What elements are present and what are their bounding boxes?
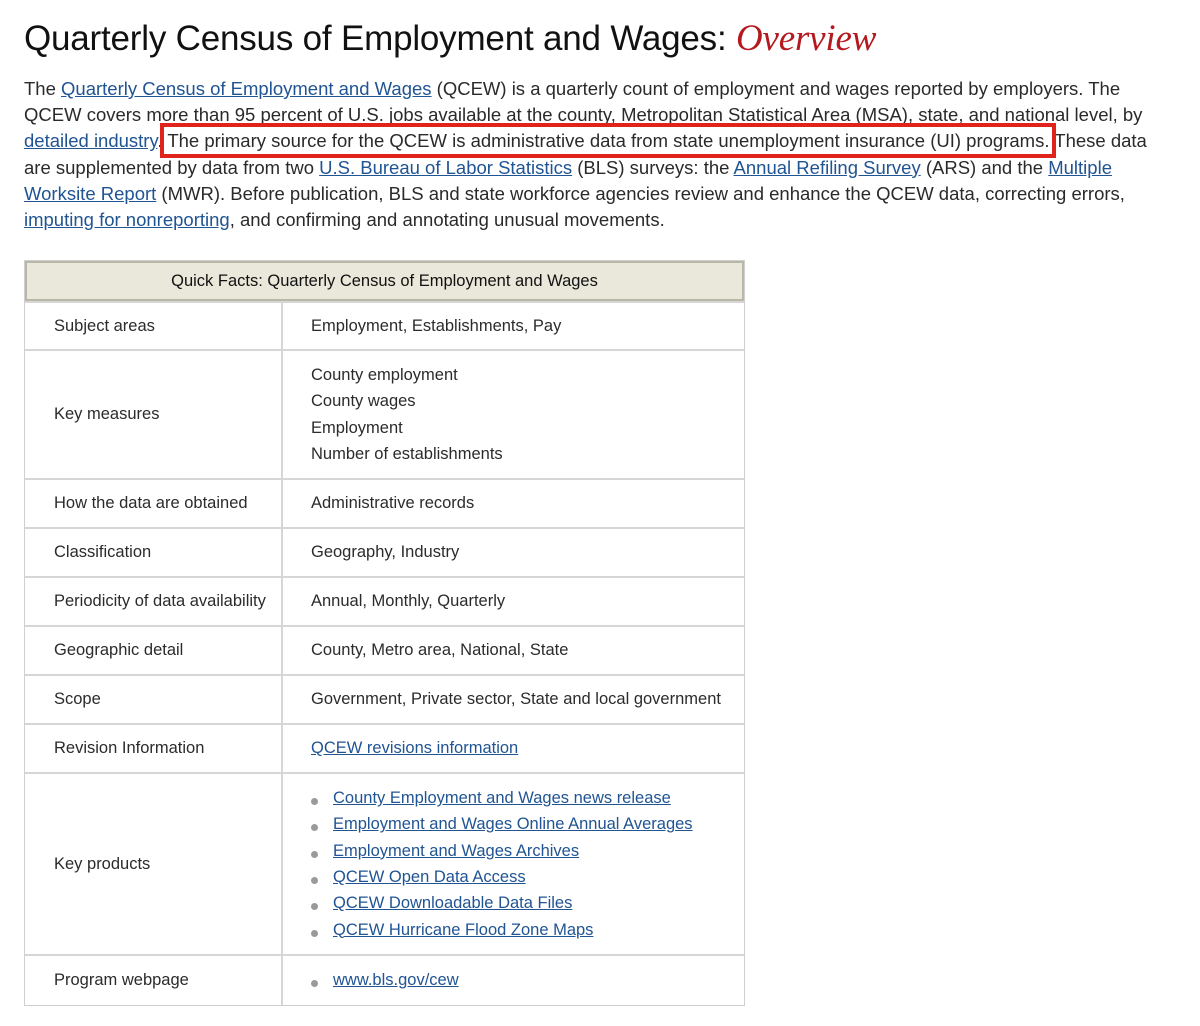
- row-value: [283, 303, 744, 349]
- table-row: [25, 576, 744, 625]
- row-label: Key products: [25, 774, 283, 954]
- intro-text: (BLS) surveys: the: [572, 156, 734, 178]
- table-row: [25, 772, 744, 954]
- product-link[interactable]: County Employment and Wages news release: [333, 789, 671, 808]
- highlighted-sentence: The primary source for the QCEW is administrative data from state unemployment insurance (UI) programs.: [167, 130, 1050, 152]
- product-link[interactable]: QCEW Hurricane Flood Zone Maps: [333, 920, 594, 939]
- quick-facts-header: Quick Facts: Quarterly Census of Employment and Wages: [25, 261, 744, 301]
- row-value: [283, 774, 744, 954]
- row-label: Classification: [25, 529, 283, 576]
- intro-text: , and confirming and annotating unusual movements.: [229, 209, 665, 231]
- list-item: [311, 864, 744, 890]
- program-webpage-link[interactable]: www.bls.gov/cew: [333, 971, 459, 990]
- list-item: [311, 890, 744, 916]
- product-link[interactable]: Employment and Wages Online Annual Averages: [333, 815, 693, 834]
- table-row: [25, 349, 744, 478]
- intro-text: These data are supplemented by data from two: [24, 130, 1147, 178]
- row-value: [283, 480, 744, 527]
- row-label: Program webpage: [25, 956, 283, 1005]
- mwr-link[interactable]: Multiple Worksite Report: [24, 156, 1112, 204]
- list-item: [311, 917, 744, 943]
- row-label: Key measures: [25, 351, 283, 478]
- bls-link[interactable]: U.S. Bureau of Labor Statistics: [319, 156, 573, 178]
- list-item: [311, 967, 744, 993]
- table-row: [25, 301, 744, 349]
- row-value-text: Administrative records: [311, 494, 475, 513]
- revisions-link[interactable]: QCEW revisions information: [311, 739, 519, 758]
- table-row: [25, 723, 744, 772]
- table-row: [25, 527, 744, 576]
- row-label: Scope: [25, 676, 283, 723]
- row-value-text: Employment, Establishments, Pay: [311, 316, 562, 335]
- table-row: [25, 625, 744, 674]
- page-title-main: Quarterly Census of Employment and Wages:: [24, 19, 737, 58]
- intro-text: The: [24, 78, 62, 99]
- list-item: [311, 838, 744, 864]
- measure-item: Employment: [311, 418, 403, 437]
- product-link[interactable]: Employment and Wages Archives: [333, 841, 580, 860]
- row-value: [283, 725, 744, 772]
- webpage-list: [311, 967, 744, 993]
- key-products-list: [311, 785, 744, 943]
- row-value-text: Government, Private sector, State and local government: [311, 690, 721, 709]
- row-value-text: Annual, Monthly, Quarterly: [311, 592, 506, 611]
- row-label: Periodicity of data availability: [25, 578, 283, 625]
- imputing-link[interactable]: imputing for nonreporting: [24, 209, 230, 231]
- qcew-link[interactable]: Quarterly Census of Employment and Wages: [61, 78, 432, 99]
- page-title-emphasis: Overview: [736, 18, 877, 59]
- intro-text: (ARS) and the: [920, 156, 1049, 178]
- row-value-text: Geography, Industry: [311, 543, 460, 562]
- page-title: [24, 14, 1174, 64]
- row-label: Subject areas: [25, 303, 283, 349]
- table-row: [25, 954, 744, 1005]
- measure-item: Number of establishments: [311, 444, 503, 463]
- quick-facts-table: [24, 260, 745, 1006]
- row-value: [283, 627, 744, 674]
- page-content: [24, 14, 1174, 990]
- row-label: Revision Information: [25, 725, 283, 772]
- detailed-industry-link[interactable]: detailed industry: [24, 130, 158, 152]
- row-value: [283, 578, 744, 625]
- row-label: How the data are obtained: [25, 480, 283, 527]
- row-value: [283, 676, 744, 723]
- intro-text: .: [157, 130, 168, 152]
- product-link[interactable]: QCEW Downloadable Data Files: [333, 894, 573, 913]
- intro-text: (QCEW) is a quarterly count of employment and wages reported by employers. The QCEW covers more than 95 percent of U.S. jobs available at the county, Metropolitan Statistical Area (MSA), state, and national level, by: [24, 78, 1143, 126]
- row-value-text: County, Metro area, National, State: [311, 641, 569, 660]
- intro-text: (MWR). Before publication, BLS and state workforce agencies review and enhance the QCEW data, correcting errors,: [156, 182, 1125, 204]
- table-row: [25, 478, 744, 527]
- product-link[interactable]: QCEW Open Data Access: [333, 868, 526, 886]
- row-value: [283, 351, 744, 478]
- row-value: [283, 956, 744, 1005]
- table-row: [25, 674, 744, 723]
- row-value: [283, 529, 744, 576]
- intro-paragraph: [24, 76, 1174, 233]
- ars-link[interactable]: Annual Refiling Survey: [733, 156, 921, 178]
- measure-item: County employment: [311, 365, 458, 384]
- list-item: [311, 811, 744, 837]
- list-item: [311, 785, 744, 811]
- row-label: Geographic detail: [25, 627, 283, 674]
- measure-item: County wages: [311, 392, 416, 411]
